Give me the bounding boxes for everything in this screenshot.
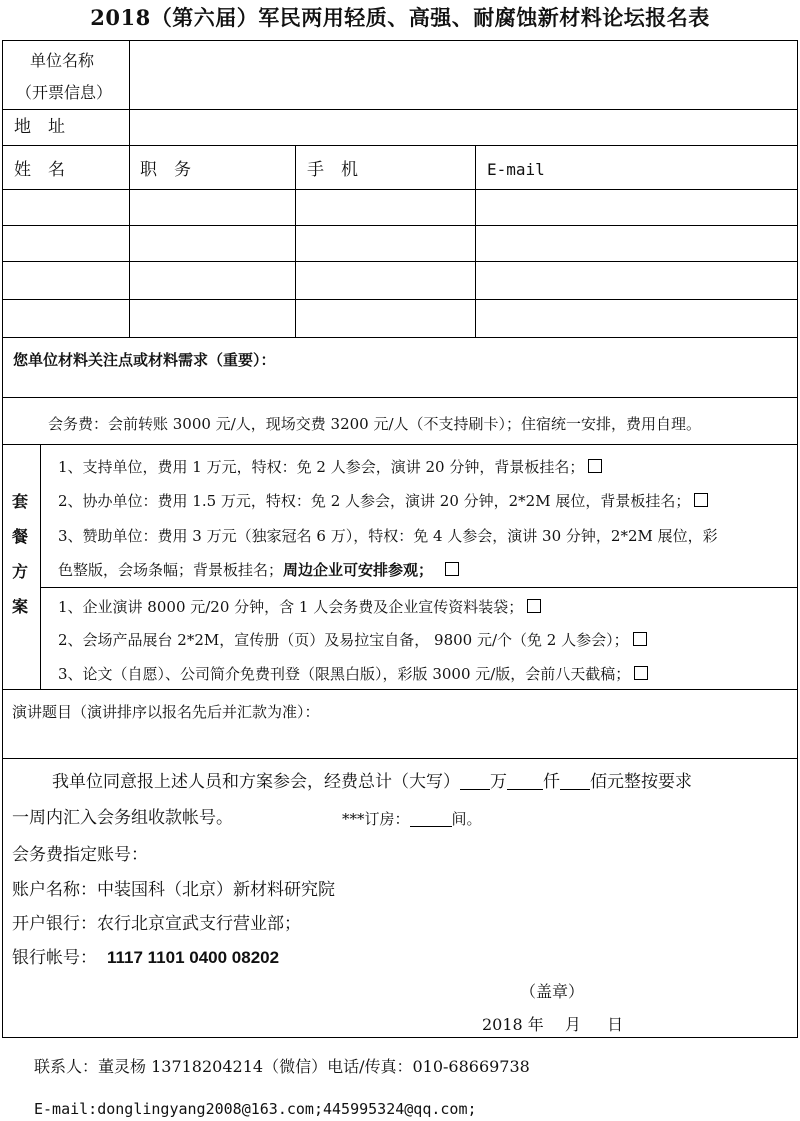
account-name: 账户名称：中装国科（北京）新材料研究院 <box>12 880 335 900</box>
row-line <box>2 337 798 338</box>
row-line <box>2 689 798 690</box>
contact-name-cell[interactable] <box>3 226 129 261</box>
contact-email: E-mail:donglingyang2008@163.com;445995324@qq.com; <box>34 1100 477 1118</box>
material-focus-field[interactable] <box>3 372 797 397</box>
contact-email-cell[interactable] <box>476 262 797 299</box>
room-booking-prefix: ***订房： <box>342 810 410 828</box>
extra-option-speech <box>58 597 541 617</box>
frame-bottom <box>2 1037 798 1038</box>
package-option-coorganizer <box>58 491 708 511</box>
account-number-label: 银行帐号： <box>12 948 97 968</box>
coorganizer-checkbox[interactable] <box>694 493 708 507</box>
package-option-sponsor-line1: 3、赞助单位：费用 3 万元（独家冠名 6 万），特权：免 4 人参会，演讲 30 分钟，2*2M 展位，彩 <box>58 527 718 545</box>
row-line <box>40 587 798 588</box>
stamp-label: （盖章） <box>520 982 585 1001</box>
package-label-char: 方 <box>12 562 29 581</box>
package-option-sponsor-line2 <box>58 560 459 580</box>
speech-topic-field[interactable] <box>3 724 797 757</box>
package-label-char: 餐 <box>12 527 29 546</box>
contact-name-cell[interactable] <box>3 262 129 299</box>
extra-option-booth <box>58 630 647 650</box>
extra-option-paper <box>58 664 648 684</box>
col-line <box>40 444 41 689</box>
agreement-line1-end: 佰元整按要求 <box>590 772 692 792</box>
contacts-header-email: E-mail <box>487 160 545 179</box>
contacts-header-position: 职 务 <box>140 160 191 180</box>
contacts-header-name: 姓 名 <box>14 160 65 180</box>
extra-option-speech-text: 1、企业演讲 8000 元/20 分钟，含 1 人会务费及企业宣传资料装袋； <box>58 598 524 616</box>
unit-name-label: 单位名称 <box>30 51 95 70</box>
room-booking <box>342 808 482 830</box>
speech-checkbox[interactable] <box>527 599 541 613</box>
contacts-header-mobile: 手 机 <box>307 160 358 180</box>
material-focus-label: 您单位材料关注点或材料需求（重要）： <box>13 351 276 369</box>
contact-name-cell[interactable] <box>3 300 129 337</box>
unit-wan: 万 <box>490 772 507 792</box>
contact-email-cell[interactable] <box>476 300 797 337</box>
fee-note: 会务费：会前转账 3000 元/人，现场交费 3200 元/人（不支持刷卡）；住宿统一安排，费用自理。 <box>48 415 702 433</box>
unit-name-field[interactable] <box>130 41 797 109</box>
bank-name: 开户银行：农行北京宣武支行营业部； <box>12 914 301 934</box>
account-number-line <box>12 947 279 969</box>
amount-qian-input[interactable] <box>507 773 543 790</box>
package-option-support-text: 1、支持单位，费用 1 万元，特权：免 2 人参会，演讲 20 分钟，背景板挂名； <box>58 458 585 476</box>
package-option-sponsor-text: 色整版，会场条幅；背景板挂名； <box>58 561 284 579</box>
agreement-line1-text: 我单位同意报上述人员和方案参会，经费总计（大写） <box>52 772 460 792</box>
package-label-char: 套 <box>12 492 29 511</box>
contact-mobile-cell[interactable] <box>296 190 475 225</box>
room-count-input[interactable] <box>410 810 452 827</box>
contact-email-cell[interactable] <box>476 190 797 225</box>
unit-qian: 仟 <box>543 772 560 792</box>
room-booking-suffix: 间。 <box>451 810 482 828</box>
package-label-char: 案 <box>12 597 29 616</box>
contact-position-cell[interactable] <box>130 262 295 299</box>
amount-wan-input[interactable] <box>460 773 490 790</box>
agreement-line1 <box>52 771 692 793</box>
support-checkbox[interactable] <box>588 459 602 473</box>
paper-checkbox[interactable] <box>634 666 648 680</box>
booth-checkbox[interactable] <box>633 632 647 646</box>
package-option-coorganizer-text: 2、协办单位：费用 1.5 万元，特权：免 2 人参会，演讲 20 分钟，2*2M 展位，背景板挂名； <box>58 492 691 510</box>
row-line <box>2 397 798 398</box>
contact-name-cell[interactable] <box>3 190 129 225</box>
contact-position-cell[interactable] <box>130 226 295 261</box>
extra-option-booth-text: 2、会场产品展台 2*2M，宣传册（页）及易拉宝自备， 9800 元/个（免 2 人参会）； <box>58 631 629 649</box>
account-label: 会务费指定账号： <box>12 845 148 865</box>
row-line <box>2 145 798 146</box>
row-line <box>2 444 798 445</box>
contact-mobile-cell[interactable] <box>296 226 475 261</box>
contact-position-cell[interactable] <box>130 300 295 337</box>
agreement-line2: 一周内汇入会务组收款帐号。 <box>12 808 233 828</box>
date-line: 2018 年 月 日 <box>482 1015 624 1034</box>
contact-position-cell[interactable] <box>130 190 295 225</box>
contact-mobile-cell[interactable] <box>296 300 475 337</box>
extra-option-paper-text: 3、论文（自愿）、公司简介免费刊登（限黑白版），彩版 3000 元/版，会前八天截稿； <box>58 665 631 683</box>
account-number: 1117 1101 0400 08202 <box>107 948 280 967</box>
address-field[interactable] <box>130 110 797 145</box>
sponsor-checkbox[interactable] <box>445 562 459 576</box>
unit-name-sublabel: （开票信息） <box>16 83 113 102</box>
package-option-sponsor-visit: 周边企业可安排参观； <box>283 561 434 579</box>
registration-form <box>2 40 798 1038</box>
package-option-support <box>58 457 602 477</box>
address-label: 地 址 <box>14 117 65 137</box>
speech-topic-label: 演讲题目（演讲排序以报名先后并汇款为准）： <box>12 703 320 721</box>
contact-mobile-cell[interactable] <box>296 262 475 299</box>
form-title: 2018（第六届）军民两用轻质、高强、耐腐蚀新材料论坛报名表 <box>90 5 710 30</box>
amount-bai-input[interactable] <box>560 773 590 790</box>
contact-email-cell[interactable] <box>476 226 797 261</box>
row-line <box>2 758 798 759</box>
contact-info: 联系人：董灵杨 13718204214（微信）电话/传真：010-68669738 <box>34 1057 530 1076</box>
